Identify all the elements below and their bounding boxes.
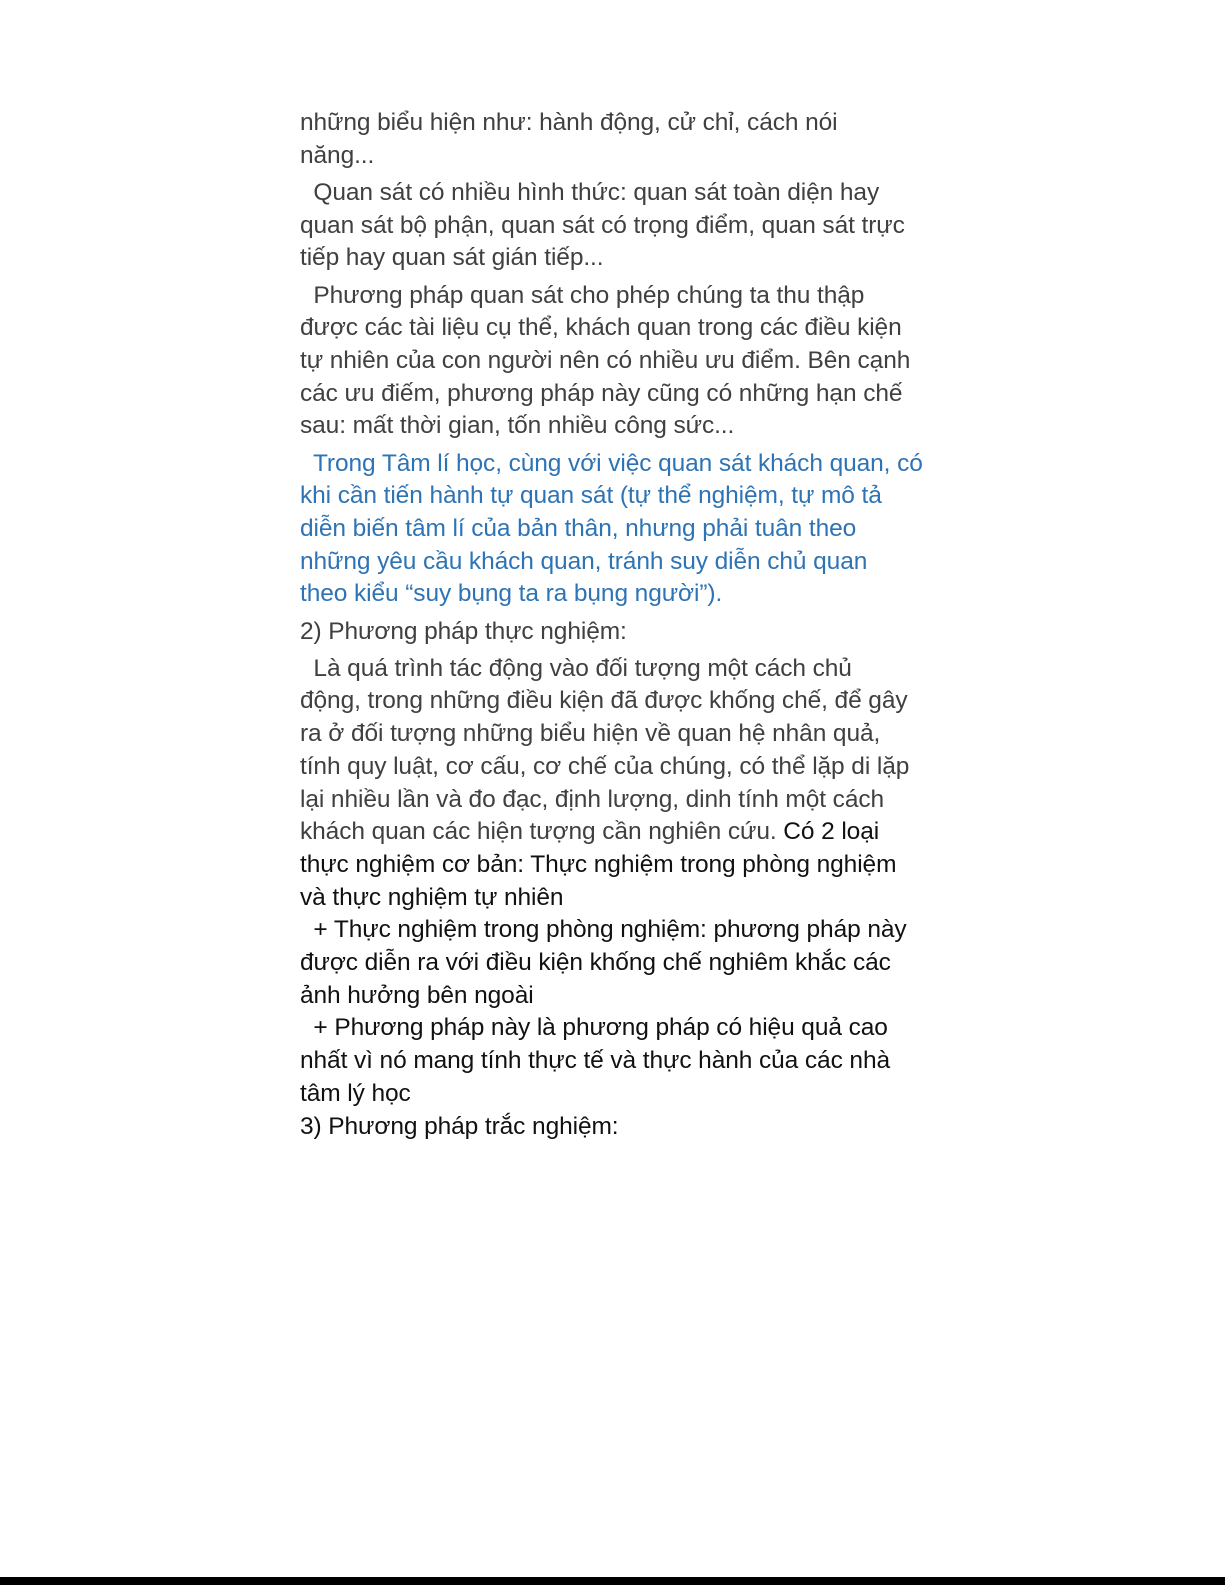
text-line: lại nhiều lần và đo đạc, định lượng, dinh tính một cách (300, 785, 885, 813)
text-line: + Phương pháp này là phương pháp có hiệu quả cao (300, 1014, 888, 1042)
text-line: được các tài liệu cụ thể, khách quan trong các điều kiện (300, 314, 902, 342)
text-line: những biểu hiện như: hành động, cử chỉ, cách nói (300, 109, 838, 136)
heading-experimental-method (300, 616, 930, 649)
text-line: diễn biến tâm lí của bản thân, nhưng phải tuân theo (300, 514, 857, 542)
text-line: tâm lý học (300, 1079, 411, 1107)
paragraph-observation-intro (300, 107, 930, 172)
text-line: ảnh hưởng bên ngoài (300, 981, 534, 1009)
text-line: và thực nghiệm tự nhiên (300, 883, 564, 911)
text-line: Quan sát có nhiều hình thức: quan sát toàn diện hay (300, 178, 880, 206)
text-line: khi cần tiến hành tự quan sát (tự thể nghiệm, tự mô tả (300, 482, 882, 510)
text-line: Phương pháp quan sát cho phép chúng ta thu thập (300, 281, 865, 309)
document-body (300, 107, 930, 1148)
text-line: quan sát bộ phận, quan sát có trọng điểm, quan sát trực (300, 211, 905, 239)
section-heading: 3) Phương pháp trắc nghiệm: (300, 1112, 619, 1140)
paragraph-self-observation-highlight (300, 448, 930, 612)
text-line: tiếp hay quan sát gián tiếp... (300, 244, 604, 272)
text-line: thực nghiệm cơ bản: Thực nghiệm trong phòng nghiệm (300, 850, 897, 878)
text-line: + Thực nghiệm trong phòng nghiệm: phương pháp này (300, 916, 907, 944)
text-line: Là quá trình tác động vào đối tượng một cách chủ (300, 654, 852, 682)
text-line: nhất vì nó mang tính thực tế và thực hành của các nhà (300, 1047, 891, 1075)
page-bottom-edge (0, 1577, 1225, 1585)
text-line: các ưu điếm, phương pháp này cũng có những hạn chế (300, 379, 903, 407)
text-line: được diễn ra với điều kiện khống chế nghiêm khắc các (300, 949, 891, 977)
text-line-mixed (300, 816, 930, 849)
text-segment: khách quan các hiện tượng cần nghiên cứu. (300, 818, 784, 846)
text-line: những yêu cầu khách quan, tránh suy diễn chủ quan (300, 547, 868, 575)
paragraph-experimental-method (300, 653, 930, 1144)
paragraph-observation-forms (300, 177, 930, 275)
text-line: theo kiểu “suy bụng ta ra bụng người”). (300, 580, 723, 608)
paragraph-observation-pros-cons (300, 280, 930, 444)
text-line: tự nhiên của con người nên có nhiều ưu điểm. Bên cạnh (300, 346, 911, 374)
text-line: sau: mất thời gian, tốn nhiều công sức... (300, 412, 735, 440)
text-line: năng... (300, 141, 375, 169)
text-line: động, trong những điều kiện đã được khống chế, để gây (300, 687, 908, 715)
text-line: ra ở đối tượng những biểu hiện về quan hệ nhân quả, (300, 720, 881, 748)
text-segment-dark: Có 2 loại (783, 818, 880, 846)
text-line: Trong Tâm lí học, cùng với việc quan sát khách quan, có (300, 449, 923, 477)
section-heading: 2) Phương pháp thực nghiệm: (300, 617, 627, 645)
text-line: tính quy luật, cơ cấu, cơ chế của chúng, có thể lặp di lặp (300, 752, 910, 780)
